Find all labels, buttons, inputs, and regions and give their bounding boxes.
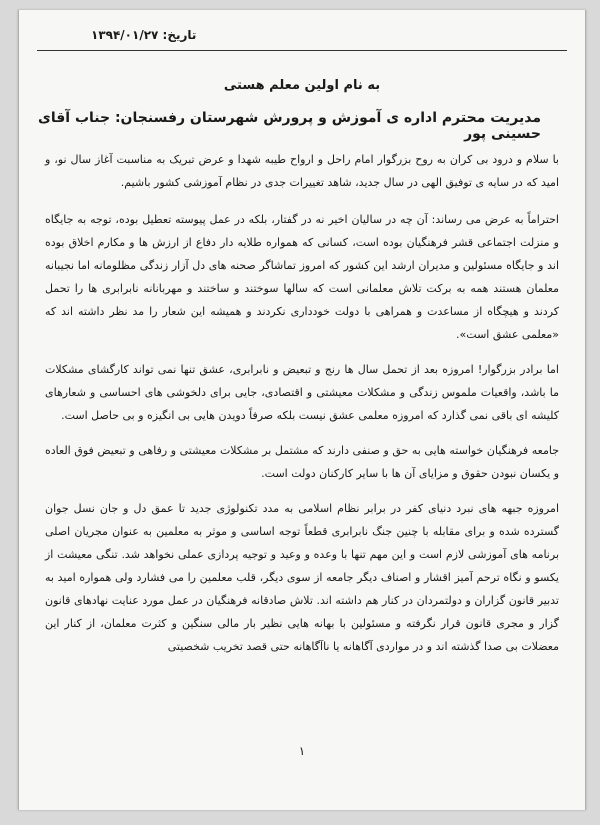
letter-date: تاریخ: ۱۳۹۴/۰۱/۲۷ [91,28,197,42]
header-rule [37,24,567,51]
paragraph-demands: جامعه فرهنگیان خواسته هایی به حق و صنفی دارند که مشتمل بر مشکلات معیشتی و رفاهی و تبعیض فوق العاده و یکسان نبودن حقوق و مزایای آن ها با سایر کارکنان دولت است. [45,444,559,480]
recipient-line: مدیریت محترم اداره ی آموزش و پرورش شهرستان رفسنجان: جناب آقای حسینی پور [38,110,541,142]
letter-page [18,10,586,810]
opening-invocation: به نام اولین معلم هستی [223,78,381,93]
letter-body [45,148,559,665]
paragraph-respect: احتراماً به عرض می رساند: آن چه در سالیان اخیر نه در گفتار، بلکه در عمل پیوسته تعطیل بوده، توجه به جایگاه و منزلت اجتماعی قشر فرهنگیان بوده است، کسانی که همواره طلایه دار دفاع از ارزش ها و مکارم اخلاق بوده اند و جایگاه مسئولین و مدیران ارشد این کشور که امروز تماشاگر صحنه های دل آزار زندگی مظلومانه اما نجیبانه معلمان هستند همه به برکت تلاش معلمانی است که سالها سوختند و ساختند و مهربانانه نابرابری ها را تحمل کردند و هیچگاه از مساعدت و همراهی با دولت خودداری نکردند و همیشه این شعار را مد نظر داشته اند که «معلمی عشق است». [45,213,559,341]
paragraph-greeting: با سلام و درود بی کران به روح بزرگوار امام راحل و ارواح طیبه شهدا و عرض تبریک به مناسبت آغاز سال نو، و امید که در سایه ی توفیق الهی در سال جدید، شاهد تغییرات جدی در نظام آموزشی کشور باشیم. [45,153,559,189]
page-number: ۱ [298,744,306,758]
paragraph-brother: اما برادر بزرگوار! امروزه بعد از تحمل سال ها رنج و تبعیض و نابرابری، عشق تنها نمی تواند کارگشای مشکلات ما باشد، واقعیات ملموس زندگی و مشکلات معیشتی و اقتصادی، جایی برای دلخوشی های احساسی و شعارهای کلیشه ای باقی نمی گذارد که امروزه معلمی عشق نیست بلکه صرفاً دویدن هایی بی انگیزه و بی حاصل است. [45,363,559,422]
paragraph-frontline: امروزه جبهه های نبرد دنیای کفر در برابر نظام اسلامی به مدد تکنولوژی جدید تا عمق دل و جان نسل جوان گسترده شده و برای مقابله با چنین جنگ نابرابری قطعاً توجه اساسی و موثر به معلمین به عنوان مجریان اصلی برنامه های آموزشی لازم است و این مهم تنها با وعده و وعید و توجیه پردازی عملی نخواهد شد. تنگی معیشت از یکسو و نگاه ترحم آمیز اقشار و اصناف دیگر جامعه از سوی دیگر، قلب معلمین را می فشارد ولی همواره امید به تدبیر قانون گزاران و دولتمردان در کنار هم داشته اند. تلاش صادقانه فرهنگیان در عمل مورد عنایت نهادهای قانون گزار و مجری قانون قرار نگرفته و مسئولین با بهانه هایی نظیر بار مالی سنگین و کثرت معلمان، از کنار این معضلات بی صدا گذشته اند و در مواردی آگاهانه یا ناآگاهانه حتی قصد تخریب شخصیتی [45,502,559,653]
